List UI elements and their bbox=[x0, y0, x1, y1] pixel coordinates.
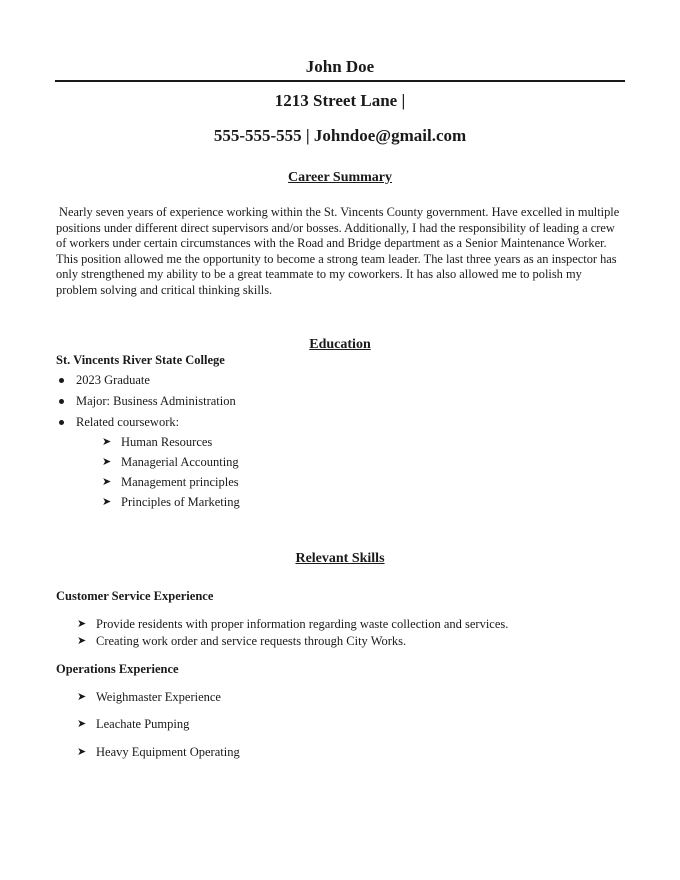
coursework-item: Managerial Accounting bbox=[121, 455, 239, 469]
arrow-bullet-icon: ➤ bbox=[102, 455, 112, 468]
arrow-bullet-icon: ➤ bbox=[77, 690, 87, 703]
customer-service-item: Provide residents with proper information regarding waste collection and services. bbox=[96, 617, 509, 631]
arrow-bullet-icon: ➤ bbox=[77, 634, 87, 647]
career-summary-title: Career Summary bbox=[287, 170, 393, 185]
education-bullet: 2023 Graduate bbox=[76, 373, 150, 387]
customer-service-heading: Customer Service Experience bbox=[56, 589, 214, 603]
arrow-bullet-icon: ➤ bbox=[77, 745, 87, 758]
arrow-bullet-icon: ➤ bbox=[102, 495, 112, 508]
coursework-item: Management principles bbox=[121, 475, 239, 489]
bullet-dot-icon bbox=[59, 378, 64, 383]
education-bullet: Major: Business Administration bbox=[76, 394, 236, 408]
operations-item: Heavy Equipment Operating bbox=[96, 745, 240, 759]
school-name: St. Vincents River State College bbox=[56, 353, 225, 367]
customer-service-item: Creating work order and service requests through City Works. bbox=[96, 634, 407, 648]
resume-name: John Doe bbox=[305, 57, 375, 76]
bullet-dot-icon bbox=[59, 420, 64, 425]
header-divider bbox=[55, 80, 625, 82]
address-line: 1213 Street Lane | bbox=[274, 91, 406, 110]
arrow-bullet-icon: ➤ bbox=[102, 435, 112, 448]
career-summary-text: Nearly seven years of experience working within the St. Vincents County government. Have excelled in multiple positions under different direct supervisors and/or bosses. Additionally, I had the responsibility of leading a crew of workers under certain circumstances with the Road and Bridge department as a Senior Maintenance Worker. This position allowed me the opportunity to become a strong team leader. The last three years as an inspector has only strengthened my ability to be a great teammate to my coworkers. It has also allowed me to polish my problem solving and critical thinking skills. bbox=[56, 205, 620, 297]
coursework-item: Human Resources bbox=[121, 435, 213, 449]
operations-item: Leachate Pumping bbox=[96, 717, 190, 731]
operations-item: Weighmaster Experience bbox=[96, 690, 221, 704]
relevant-skills-title: Relevant Skills bbox=[295, 551, 385, 566]
education-title: Education bbox=[309, 337, 371, 352]
operations-heading: Operations Experience bbox=[56, 662, 179, 676]
coursework-item: Principles of Marketing bbox=[121, 495, 240, 509]
education-bullet: Related coursework: bbox=[76, 415, 180, 429]
arrow-bullet-icon: ➤ bbox=[77, 617, 87, 630]
contact-line: 555-555-555 | Johndoe@gmail.com bbox=[213, 126, 467, 145]
bullet-dot-icon bbox=[59, 399, 64, 404]
arrow-bullet-icon: ➤ bbox=[102, 475, 112, 488]
arrow-bullet-icon: ➤ bbox=[77, 717, 87, 730]
